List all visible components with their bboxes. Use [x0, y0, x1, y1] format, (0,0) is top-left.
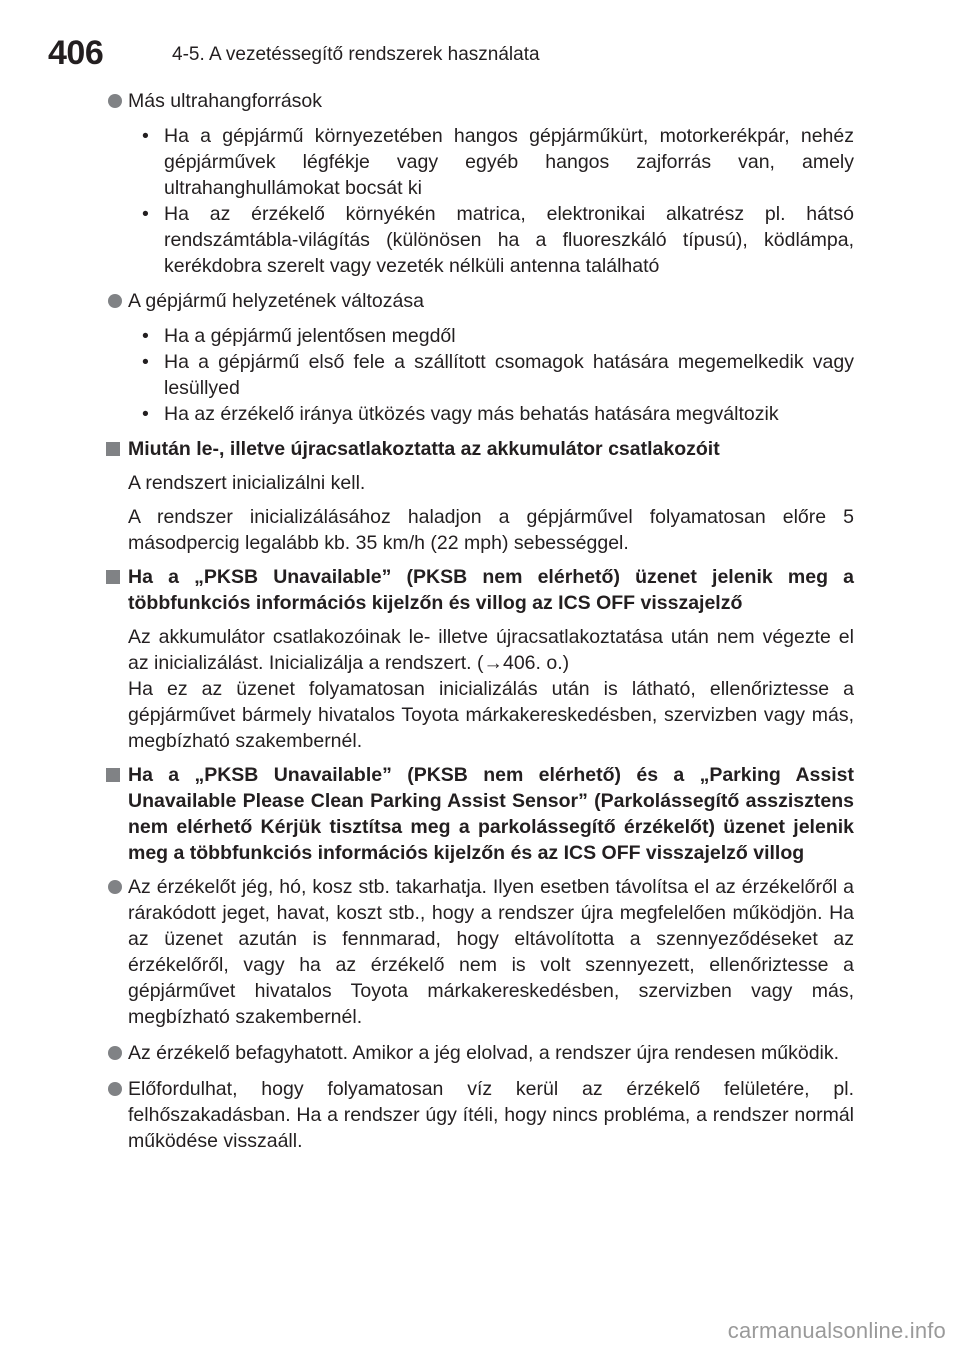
paragraph: A rendszert inicializálni kell.	[128, 472, 366, 494]
list-item: • Ha az érzékelő iránya ütközés vagy más behatás hatására megváltozik	[142, 403, 779, 425]
circle-item-ultrasound	[106, 88, 854, 114]
square-bullet-icon	[106, 768, 120, 782]
paragraph: A rendszer inicializálásához haladjon a gépjárművel folyamatosan előre 5 másodpercig legalább kb. 35 km/h (22 mph) sebességgel.	[128, 506, 854, 554]
circle-item-sensor-frozen: Az érzékelő befagyhatott. Amikor a jég elolvad, a rendszer újra rendesen működik.	[106, 1040, 854, 1066]
circle-item-sensor-water: Előfordulhat, hogy folyamatosan víz kerül az érzékelő felületére, pl. felhőszakadásban. Ha a rendszer úgy ítéli, hogy nincs probléma, a rendszer normál működése visszaáll.	[106, 1076, 854, 1154]
circle-bullet-icon	[108, 880, 122, 894]
heading-pksb-sensor: Ha a „PKSB Unavailable” (PKSB nem elérhető) és a „Parking Assist Unavailable Please Clean Parking Assist Sensor” (Parkolássegítő asszisztens nem elérhető Kérjük tisztítsa meg a parkolássegítő érzékelőt) üzenet jelenik meg a többfunkciós információs kijelzőn és az ICS OFF visszajelző villog	[106, 762, 854, 866]
arrow-right-icon: →	[483, 652, 503, 674]
circle-item-sensor-dirt: Az érzékelőt jég, hó, kosz stb. takarhatja. Ilyen esetben távolítsa el az érzékelőről a rárakódott jeget, havat, koszt stb., hogy a rendszer újra megfelelően működjön. Ha az üzenet azután is fennmarad, hogy eltávolította a szennyeződéseket az érzékelőről, vagy ha az érzékelő nem is volt szennyezett, ellenőriztesse a gépjárművet hivatalos Toyota márkakereskedésben, szervizben vagy más, megbízható szakembernél.	[106, 874, 854, 1030]
bullet-list-ultrasound	[106, 123, 854, 279]
page-reference: 406. o.)	[502, 652, 570, 674]
watermark: carmanualsonline.info	[727, 1318, 946, 1343]
list-item: • Ha a gépjármű környezetében hangos gépjárműkürt, motorkerékpár, nehéz gépjárművek légfékje vagy egyéb hangos zajforrás van, amely ultrahanghullámokat bocsát ki	[142, 125, 854, 199]
item-title: Más ultrahangforrások	[128, 90, 323, 112]
circle-bullet-icon	[108, 94, 122, 108]
section-title: 4-5. A vezetéssegítő rendszerek használata	[172, 44, 540, 65]
list-item: • Ha az érzékelő környékén matrica, elektronikai alkatrész pl. hátsó rendszámtábla-világítás (különösen ha a fluoreszkáló típusú), ködlámpa, kerékdobra szerelt vagy vezeték nélküli antenna található	[142, 203, 854, 277]
paragraph: Az akkumulátor csatlakozóinak le- illetve újracsatlakoztatása után nem végezte el az inicializálást. Inicializálja a rendszert. (→406. o.)	[128, 626, 854, 674]
bullet-list-position-change	[106, 323, 854, 427]
list-item: • Ha a gépjármű jelentősen megdől	[142, 325, 456, 347]
circle-item-position-change	[106, 288, 854, 314]
bullet-dot-icon: •	[142, 325, 149, 347]
bullet-dot-icon: •	[142, 403, 149, 425]
list-item: • Ha a gépjármű első fele a szállított csomagok hatására megemelkedik vagy lesüllyed	[142, 351, 854, 399]
heading-battery: Miután le-, illetve újracsatlakoztatta az akkumulátor csatlakozóit	[106, 436, 854, 462]
heading-pksb-ics: Ha a „PKSB Unavailable” (PKSB nem elérhető) üzenet jelenik meg a többfunkciós információs kijelzőn és villog az ICS OFF visszajelző	[106, 564, 854, 616]
circle-bullet-icon	[108, 1046, 122, 1060]
paragraph: Ha ez az üzenet folyamatosan inicializálás után is látható, ellenőriztesse a gépjárművet bármely hivatalos Toyota márkakereskedésben, szervizben vagy más, megbízható szakembernél.	[128, 678, 854, 752]
bullet-dot-icon: •	[142, 125, 149, 147]
square-bullet-icon	[106, 442, 120, 456]
square-bullet-icon	[106, 570, 120, 584]
bullet-dot-icon: •	[142, 351, 149, 373]
bullet-dot-icon: •	[142, 203, 149, 225]
page-content	[106, 88, 854, 1164]
circle-bullet-icon	[108, 294, 122, 308]
circle-bullet-icon	[108, 1082, 122, 1096]
page-number: 406	[48, 34, 104, 72]
item-title: A gépjármű helyzetének változása	[128, 290, 424, 312]
